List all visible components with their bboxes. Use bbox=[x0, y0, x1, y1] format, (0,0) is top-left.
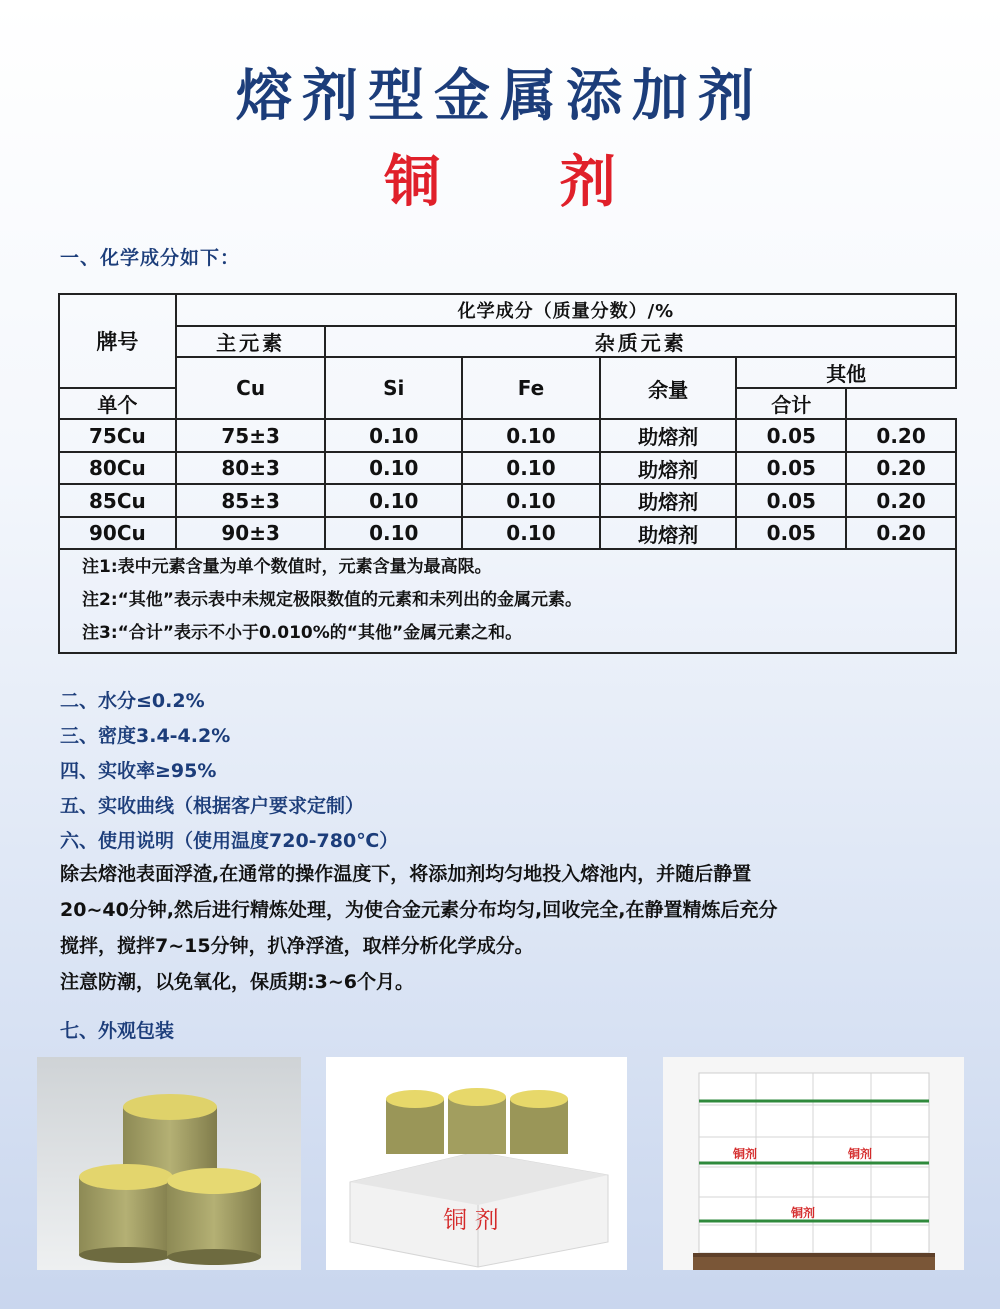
composition-table bbox=[58, 293, 957, 550]
balance-header: 余量 bbox=[600, 357, 737, 419]
composition-header: 化学成分（质量分数）/% bbox=[176, 294, 956, 326]
box-label: 铜 剂 bbox=[443, 1206, 499, 1234]
product-photo-box bbox=[326, 1057, 627, 1270]
si-cell: 0.10 bbox=[325, 484, 462, 517]
si-cell: 0.10 bbox=[325, 452, 462, 484]
fe-cell: 0.10 bbox=[462, 517, 600, 549]
balance-cell: 助熔剂 bbox=[600, 484, 737, 517]
cu-cell: 90±3 bbox=[176, 517, 326, 549]
total-cell: 0.20 bbox=[846, 517, 956, 549]
table-row bbox=[59, 419, 956, 452]
section-chemical-composition-heading: 一、化学成分如下： bbox=[60, 247, 241, 269]
si-cell: 0.10 bbox=[325, 517, 462, 549]
spec-density: 三、密度3.4-4.2% bbox=[60, 725, 231, 747]
brand-cell: 90Cu bbox=[59, 517, 176, 549]
pallet-label: 铜剂 bbox=[791, 1206, 816, 1220]
fe-cell: 0.10 bbox=[462, 452, 600, 484]
spec-recovery: 四、实收率≥95% bbox=[60, 760, 217, 782]
main-element-header: 主元素 bbox=[176, 326, 326, 357]
impurity-header: 杂质元素 bbox=[325, 326, 956, 357]
table-row bbox=[59, 484, 956, 517]
product-photo-pallet bbox=[663, 1057, 964, 1270]
fe-header: Fe bbox=[462, 357, 600, 419]
single-cell: 0.05 bbox=[736, 484, 846, 517]
cu-cell: 80±3 bbox=[176, 452, 326, 484]
single-cell: 0.05 bbox=[736, 452, 846, 484]
brand-cell: 85Cu bbox=[59, 484, 176, 517]
pallet-label: 铜剂 bbox=[733, 1147, 758, 1161]
balance-cell: 助熔剂 bbox=[600, 452, 737, 484]
page-title: 熔剂型金属添加剂 bbox=[236, 64, 764, 129]
total-cell: 0.20 bbox=[846, 419, 956, 452]
usage-line-2: 20~40分钟,然后进行精炼处理，为使合金元素分布均匀,回收完全,在静置精炼后充分 bbox=[60, 899, 778, 921]
other-header: 其他 bbox=[736, 357, 956, 388]
brand-header: 牌号 bbox=[59, 294, 176, 388]
table-notes bbox=[58, 541, 957, 654]
section-appearance-heading: 七、外观包装 bbox=[60, 1020, 175, 1042]
note-1: 注1:表中元素含量为单个数值时，元素含量为最高限。 bbox=[82, 557, 492, 577]
note-3: 注3:“合计”表示不小于0.010%的“其他”金属元素之和。 bbox=[82, 623, 523, 643]
usage-line-1: 除去熔池表面浮渣,在通常的操作温度下，将添加剂均匀地投入熔池内，并随后静置 bbox=[60, 863, 752, 885]
spec-usage-heading: 六、使用说明（使用温度720-780℃） bbox=[60, 830, 399, 852]
usage-line-4: 注意防潮，以免氧化，保质期:3~6个月。 bbox=[60, 971, 414, 993]
single-cell: 0.05 bbox=[736, 419, 846, 452]
total-cell: 0.20 bbox=[846, 484, 956, 517]
single-cell: 0.05 bbox=[736, 517, 846, 549]
spec-moisture: 二、水分≤0.2% bbox=[60, 690, 205, 712]
single-header: 单个 bbox=[59, 388, 176, 419]
table-row bbox=[59, 452, 956, 484]
spec-curve: 五、实收曲线（根据客户要求定制） bbox=[60, 795, 365, 817]
si-header: Si bbox=[325, 357, 462, 419]
pallet-label: 铜剂 bbox=[848, 1147, 873, 1161]
usage-line-3: 搅拌，搅拌7~15分钟，扒净浮渣，取样分析化学成分。 bbox=[60, 935, 534, 957]
total-cell: 0.20 bbox=[846, 452, 956, 484]
brand-cell: 75Cu bbox=[59, 419, 176, 452]
balance-cell: 助熔剂 bbox=[600, 517, 737, 549]
note-2: 注2:“其他”表示表中未规定极限数值的元素和未列出的金属元素。 bbox=[82, 590, 582, 610]
balance-cell: 助熔剂 bbox=[600, 419, 737, 452]
si-cell: 0.10 bbox=[325, 419, 462, 452]
cu-cell: 75±3 bbox=[176, 419, 326, 452]
cu-header: Cu bbox=[176, 357, 326, 419]
fe-cell: 0.10 bbox=[462, 484, 600, 517]
brand-cell: 80Cu bbox=[59, 452, 176, 484]
product-name: 铜 剂 bbox=[384, 150, 666, 215]
fe-cell: 0.10 bbox=[462, 419, 600, 452]
total-header: 合计 bbox=[736, 388, 846, 419]
cu-cell: 85±3 bbox=[176, 484, 326, 517]
product-photo-stacked bbox=[37, 1057, 301, 1270]
